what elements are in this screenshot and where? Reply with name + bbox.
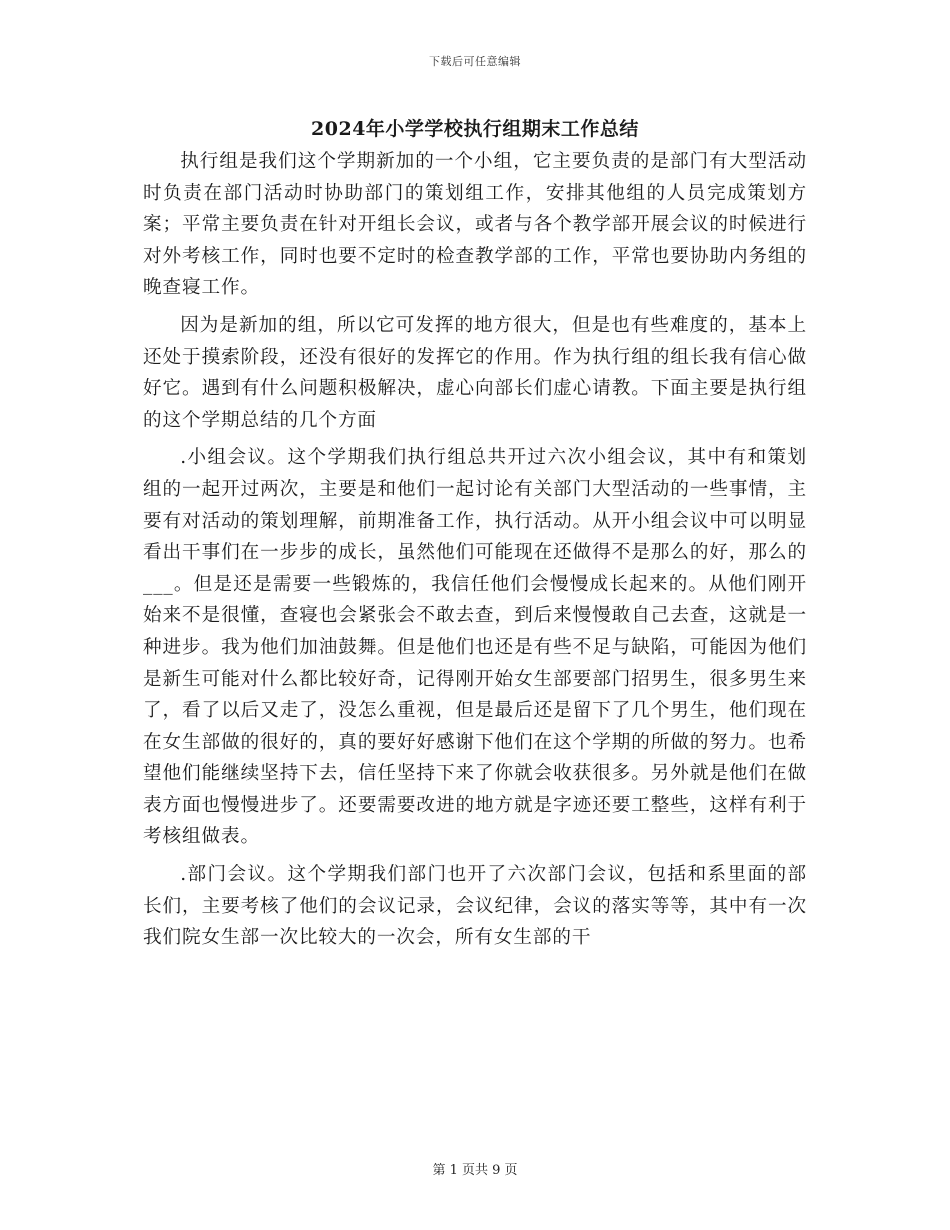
header-note: 下载后可任意编辑: [429, 55, 521, 68]
document-body: [143, 146, 807, 954]
paragraph-group-meetings: .小组会议。这个学期我们执行组总共开过六次小组会议，其中有和策划组的一起开过两次，主要是和他们一起讨论有关部门大型活动的一些事情，主要有对活动的策划理解，前期准备工作，执行活动。从开小组会议中可以明显看出干事们在一步步的成长，虽然他们可能现在还做得不是那么的好，那么的___。但是还是需要一些锻炼的，我信任他们会慢慢成长起来的。从他们刚开始来不是很懂，查寝也会紧张会不敢去查，到后来慢慢敢自己去查，这就是一种进步。我为他们加油鼓舞。但是他们也还是有些不足与缺陷，可能因为他们是新生可能对什么都比较好奇，记得刚开始女生部要部门招男生，很多男生来了，看了以后又走了，没怎么重视，但是最后还是留下了几个男生，他们现在在女生部做的很好的，真的要好好感谢下他们在这个学期的所做的努力。也希望他们能继续坚持下去，信任坚持下来了你就会收获很多。另外就是他们在做表方面也慢慢进步了。还要需要改进的地方就是字迹还要工整些，这样有利于考核组做表。: [143, 447, 807, 848]
paragraph-department-meetings: .部门会议。这个学期我们部门也开了六次部门会议，包括和系里面的部长们，主要考核了他们的会议记录，会议纪律，会议的落实等等，其中有一次我们院女生部一次比较大的一次会，所有女生部的干: [143, 864, 807, 949]
paragraph-intro: 执行组是我们这个学期新加的一个小组，它主要负责的是部门有大型活动时负责在部门活动时协助部门的策划组工作，安排其他组的人员完成策划方案；平常主要负责在针对开组长会议，或者与各个教学部开展会议的时候进行对外考核工作，同时也要不定时的检查教学部的工作，平常也要协助内务组的晚查寝工作。: [143, 151, 807, 299]
page-number: 第 1 页共 9 页: [432, 1163, 518, 1178]
paragraph-background: 因为是新加的组，所以它可发挥的地方很大，但是也有些难度的，基本上还处于摸索阶段，还没有很好的发挥它的作用。作为执行组的组长我有信心做好它。遇到有什么问题积极解决，虚心向部长们虚心请教。下面主要是执行组的这个学期总结的几个方面: [143, 314, 807, 431]
document-title: 2024年小学学校执行组期末工作总结: [311, 118, 639, 140]
